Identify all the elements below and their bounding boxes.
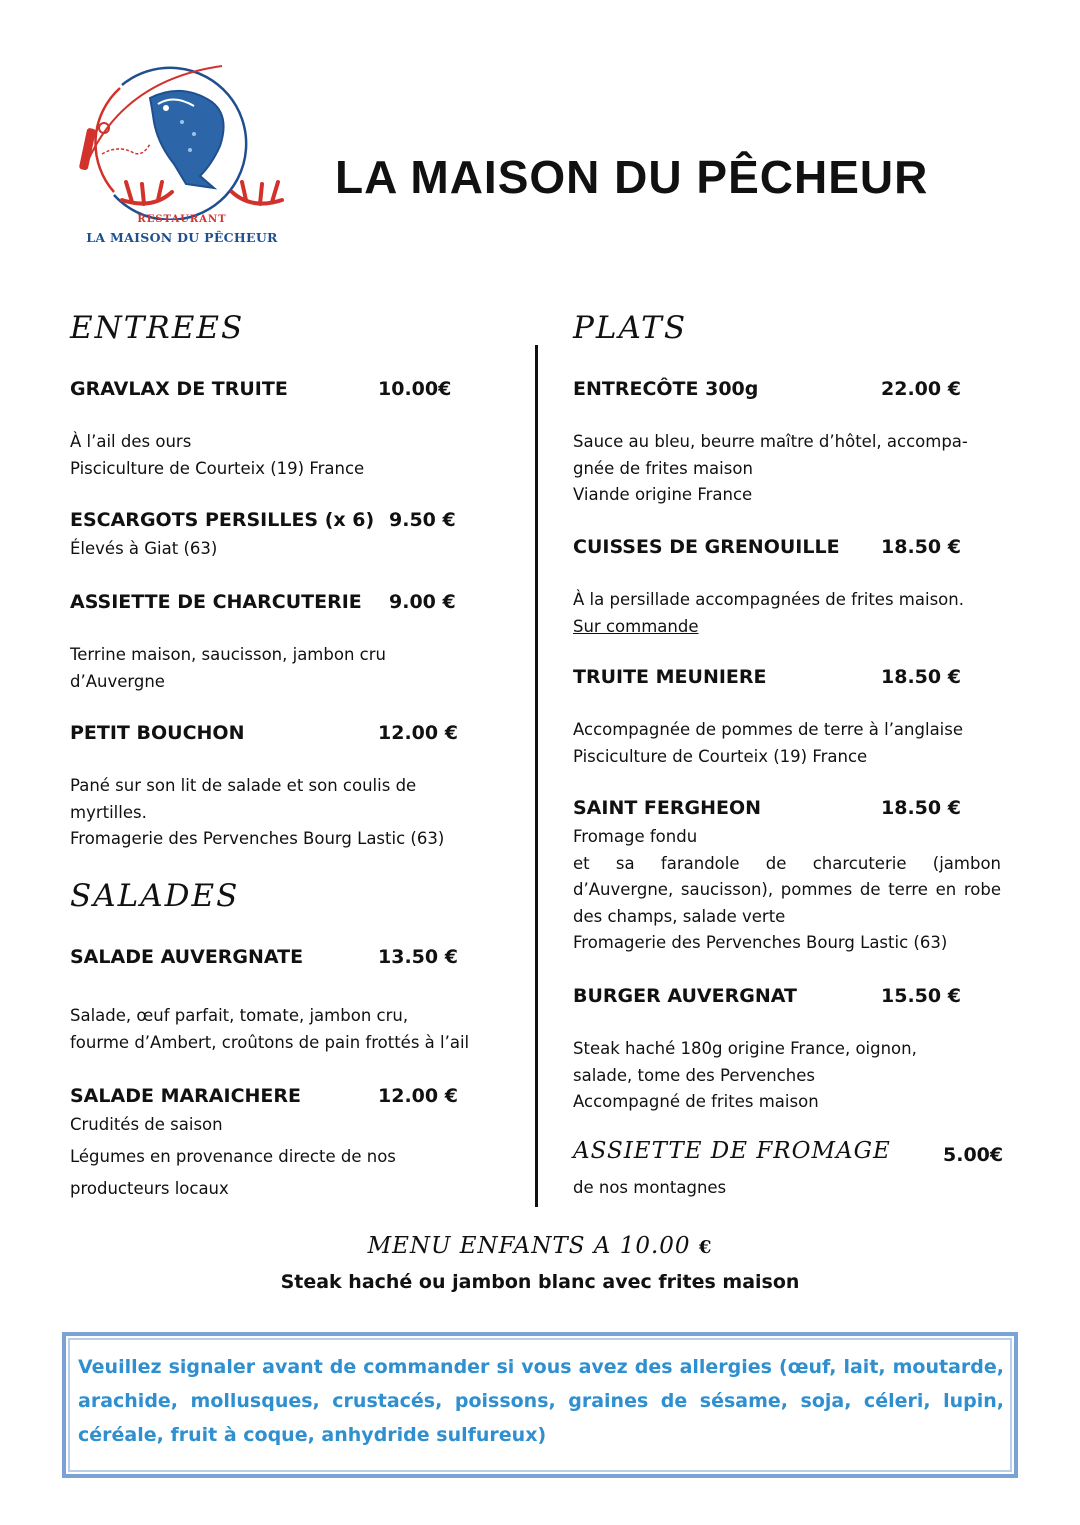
item-price: 12.00 € <box>378 1085 458 1107</box>
item-desc: Accompagnée de pommes de terre à l’anglaise <box>573 720 964 739</box>
item-price: 15.50 € <box>881 985 961 1007</box>
item-name: BURGER AUVERGNAT <box>573 985 797 1007</box>
item-desc: Pisciculture de Courteix (19) France <box>573 746 868 766</box>
item-desc: de nos montagnes <box>573 1178 727 1197</box>
item-name: SAINT FERGHEON <box>573 797 762 819</box>
item-desc: Légumes en provenance directe de nos <box>70 1147 396 1166</box>
trout-fishing-rod-antlers-logo <box>62 60 302 220</box>
item-desc-on-order: Sur commande <box>573 616 699 636</box>
item-price: 9.00 € <box>389 591 456 613</box>
item-desc: Pané sur son lit de salade et son coulis de <box>70 776 417 795</box>
section-title-salades: SALADES <box>70 878 240 914</box>
item-desc: À l’ail des ours <box>70 432 192 451</box>
item-desc: Fromagerie des Pervenches Bourg Lastic (63) <box>573 933 948 952</box>
item-name: ENTRECÔTE 300g <box>573 378 759 400</box>
allergy-notice-text: Veuillez signaler avant de commander si vous avez des allergies (œuf, lait, moutarde, arachide, mollusques, crustacés, poissons, graines de sésame, soja, céleri, lupin, céréale, fruit à coque, anhydride sulfureux) <box>78 1356 1004 1446</box>
item-desc: myrtilles. <box>70 802 147 822</box>
kids-menu-currency: € <box>698 1237 713 1258</box>
item-name: TRUITE MEUNIERE <box>573 666 767 688</box>
section-title-plats: PLATS <box>573 310 688 346</box>
item-desc: gnée de frites maison <box>573 458 753 478</box>
kids-menu-title <box>0 1233 1080 1259</box>
item-price: 18.50 € <box>881 536 961 558</box>
item-desc: Accompagné de frites maison <box>573 1092 819 1111</box>
item-price: 5.00€ <box>943 1144 1004 1166</box>
item-name: SALADE MARAICHERE <box>70 1085 302 1107</box>
item-name: ESCARGOTS PERSILLES (x 6) <box>70 509 375 531</box>
item-desc: fourme d’Ambert, croûtons de pain frottés à l’ail <box>70 1032 470 1052</box>
item-desc: Élevés à Giat (63) <box>70 539 218 558</box>
kids-menu-title-text: MENU ENFANTS A 10.00 <box>367 1233 691 1259</box>
section-title-entrees: ENTREES <box>70 310 245 346</box>
logo-restaurant-label: RESTAURANT <box>137 214 227 225</box>
item-desc: Fromage fondu <box>573 827 698 846</box>
item-desc: Viande origine France <box>573 485 753 504</box>
item-desc: Pisciculture de Courteix (19) France <box>70 458 365 478</box>
column-divider <box>535 345 538 1207</box>
item-price: 13.50 € <box>378 946 458 968</box>
item-name: CUISSES DE GRENOUILLE <box>573 536 840 558</box>
allergy-notice-box <box>62 1332 1018 1478</box>
item-desc: et sa farandole de charcuterie (jambon d’Auvergne, saucisson), pommes de terre en robe des champs, salade verte <box>573 853 1001 926</box>
item-desc: Steak haché 180g origine France, oignon, <box>573 1039 917 1058</box>
item-desc: Crudités de saison <box>70 1115 223 1134</box>
item-name: GRAVLAX DE TRUITE <box>70 378 288 400</box>
logo-name: LA MAISON DU PÊCHEUR <box>86 230 278 245</box>
restaurant-logo <box>62 60 302 250</box>
item-desc: Sauce au bleu, beurre maître d’hôtel, accompa- <box>573 432 968 451</box>
item-name: PETIT BOUCHON <box>70 722 245 744</box>
item-desc: Salade, œuf parfait, tomate, jambon cru, <box>70 1006 409 1025</box>
item-name: ASSIETTE DE FROMAGE <box>573 1138 891 1164</box>
item-desc: salade, tome des Pervenches <box>573 1065 815 1085</box>
kids-menu-desc: Steak haché ou jambon blanc avec frites maison <box>280 1271 800 1293</box>
item-price: 18.50 € <box>881 666 961 688</box>
item-price: 18.50 € <box>881 797 961 819</box>
item-price: 12.00 € <box>378 722 458 744</box>
item-price: 9.50 € <box>389 509 456 531</box>
item-desc: Fromagerie des Pervenches Bourg Lastic (63) <box>70 829 445 848</box>
item-desc: À la persillade accompagnées de frites maison. <box>573 590 964 609</box>
item-price: 22.00 € <box>881 378 961 400</box>
item-price: 10.00€ <box>378 378 452 400</box>
item-name: ASSIETTE DE CHARCUTERIE <box>70 591 362 613</box>
item-desc: Terrine maison, saucisson, jambon cru <box>70 645 386 664</box>
item-desc: producteurs locaux <box>70 1179 229 1198</box>
item-name: SALADE AUVERGNATE <box>70 946 304 968</box>
page-title: LA MAISON DU PÊCHEUR <box>335 151 929 203</box>
item-desc: d’Auvergne <box>70 671 165 691</box>
